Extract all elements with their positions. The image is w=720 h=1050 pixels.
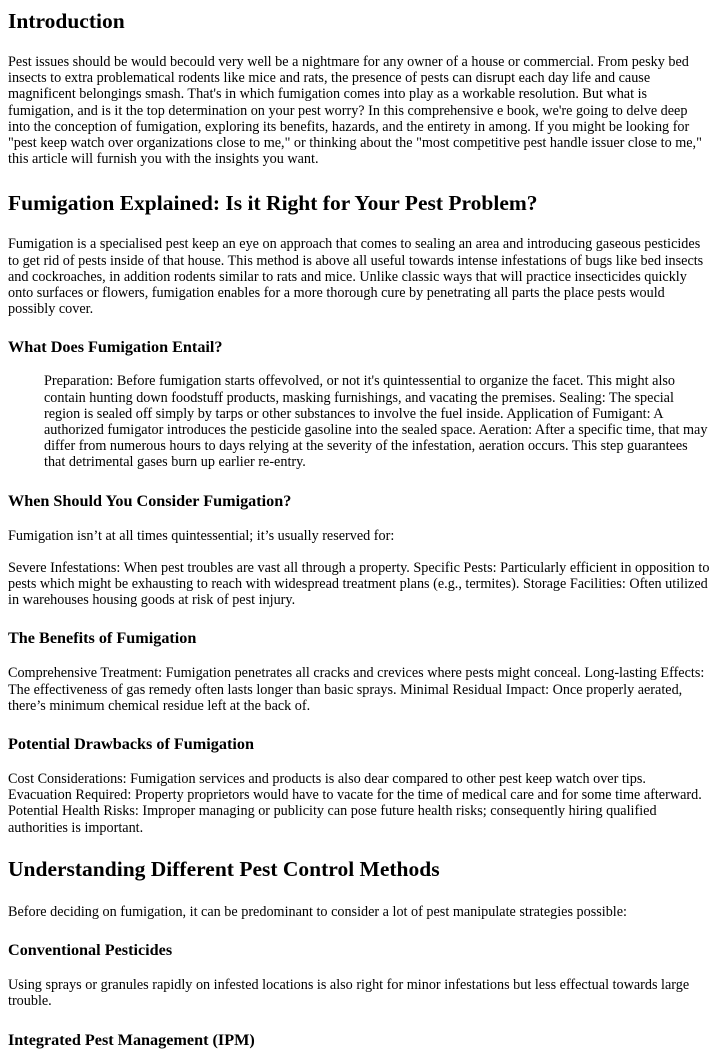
what-does-fumigation-entail-heading: What Does Fumigation Entail?	[8, 338, 223, 357]
drawbacks-paragraph: Cost Considerations: Fumigation services and products is also dear compared to other pest keep watch over tips. Evacuation Required: Property proprietors would have to vacate for the time of medical care and for some time afterward. Potential Health Risks: Improper managing or publicity can pose future health risks; consequently hiring qualified authorities is important.	[8, 771, 702, 836]
fumigation-steps-blockquote: Preparation: Before fumigation starts offevolved, or not it's quintessential to organize the facet. This might also contain hunting down foodstuff products, masking furnishings, and vacating the premises. Sealing: The special region is sealed off simply by tarps or other substances to involve the fuel inside. Application of Fumigant: A authorized fumigator introduces the pesticide gasoline into the sealed space. Aeration: After a specific time, that may differ from numerous hours to days relying at the severity of the infestation, aeration occurs. This step guarantees that detrimental gases burn up earlier re-entry.	[44, 373, 708, 471]
fumigation-explained-heading: Fumigation Explained: Is it Right for Your Pest Problem?	[8, 191, 538, 216]
introduction-paragraph: Pest issues should be would becould very well be a nightmare for any owner of a house or commercial. From pesky bed insects to extra problematical rodents like mice and rats, the presence of pests can disrupt each day life and cause magnificent belongings smash. That's in which fumigation comes into play as a workable resolution. But what is fumigation, and is it the top determination on your pest worry? In this comprehensive e book, we're going to delve deep into the conception of fumigation, exploring its benefits, hazards, and the entirety in among. If you might be looking for "pest keep watch over organizations close to me," or thinking about the "most competitive pest handle issuer close to me," this article will furnish you with the insights you want.	[8, 54, 702, 168]
pest-control-methods-paragraph: Before deciding on fumigation, it can be predominant to consider a lot of pest manipulate strategies possible:	[8, 903, 627, 920]
fumigation-explained-paragraph: Fumigation is a specialised pest keep an eye on approach that comes to sealing an area and introducing gaseous pesticides to get rid of pests inside of that house. This method is above all useful towards intense infestations of bugs like bed insects and cockroaches, in addition rodents similar to rats and mice. Unlike classic ways that will practice insecticides quickly onto surfaces or flowers, fumigation enables for a more thorough cure by penetrating all parts the place pests would possibly cover.	[8, 236, 704, 318]
introduction-heading: Introduction	[8, 9, 125, 33]
ipm-heading: Integrated Pest Management (IPM)	[8, 1030, 255, 1049]
drawbacks-heading: Potential Drawbacks of Fumigation	[8, 735, 254, 754]
when-to-consider-list-paragraph: Severe Infestations: When pest troubles are vast all through a property. Specific Pests: Particularly efficient in opposition to pests which might be exhausting to reach with widespread treatment plans (e.g., termites). Storage Facilities: Often utilized in warehouses housing goods at risk of pest injury.	[8, 559, 710, 609]
article	[0, 8, 720, 1050]
conventional-pesticides-paragraph: Using sprays or granules rapidly on infested locations is also right for minor infestations but less effectual towards large trouble.	[8, 977, 690, 1010]
benefits-heading: The Benefits of Fumigation	[8, 629, 197, 648]
conventional-pesticides-heading: Conventional Pesticides	[8, 941, 173, 960]
pest-control-methods-heading: Understanding Different Pest Control Methods	[8, 856, 440, 881]
when-to-consider-intro-paragraph: Fumigation isn’t at all times quintessential; it’s usually reserved for:	[8, 527, 395, 544]
benefits-paragraph: Comprehensive Treatment: Fumigation penetrates all cracks and crevices where pests might conceal. Long-lasting Effects: The effectiveness of gas remedy often lasts longer than basic sprays. Minimal Residual Impact: Once properly aerated, there’s minimum chemical residue left at the back of.	[8, 665, 705, 714]
when-to-consider-heading: When Should You Consider Fumigation?	[8, 491, 292, 510]
